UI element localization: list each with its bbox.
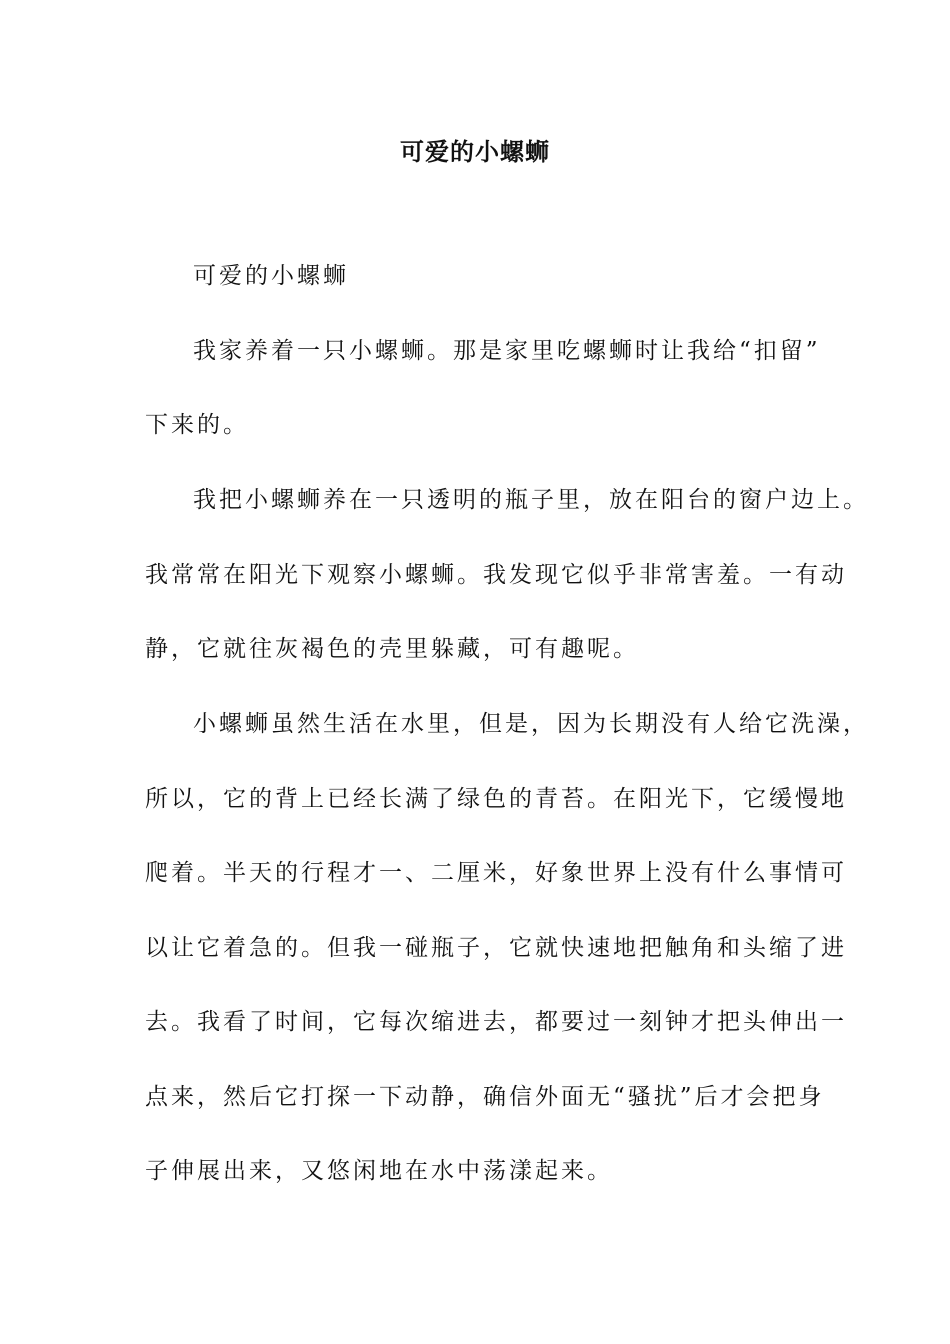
text-line: 子伸展出来，又悠闲地在水中荡漾起来。	[145, 1158, 613, 1184]
text-line: 去。我看了时间，它每次缩进去，都要过一刻钟才把头伸出一	[145, 1009, 847, 1035]
text-line: 点来，然后它打探一下动静，确信外面无“骚扰”后才会把身	[145, 1084, 825, 1110]
text-line: 静，它就往灰褐色的壳里躲藏，可有趣呢。	[145, 636, 639, 662]
text-line: 我常常在阳光下观察小螺蛳。我发现它似乎非常害羞。一有动	[145, 562, 847, 588]
text-line: 所以，它的背上已经长满了绿色的青苔。在阳光下，它缓慢地	[145, 786, 847, 812]
text-line: 我把小螺蛳养在一只透明的瓶子里，放在阳台的窗户边上。	[193, 487, 869, 513]
text-line: 以让它着急的。但我一碰瓶子，它就快速地把触角和头缩了进	[145, 935, 847, 961]
text-line: 小螺蛳虽然生活在水里，但是，因为长期没有人给它洗澡，	[193, 711, 869, 737]
text-line: 爬着。半天的行程才一、二厘米，好象世界上没有什么事情可	[145, 860, 847, 886]
text-line: 可爱的小螺蛳	[193, 263, 349, 289]
text-line: 下来的。	[145, 412, 249, 438]
document-title: 可爱的小螺蛳	[400, 137, 550, 166]
text-line: 我家养着一只小螺蛳。那是家里吃螺蛳时让我给“扣留”	[193, 338, 821, 364]
